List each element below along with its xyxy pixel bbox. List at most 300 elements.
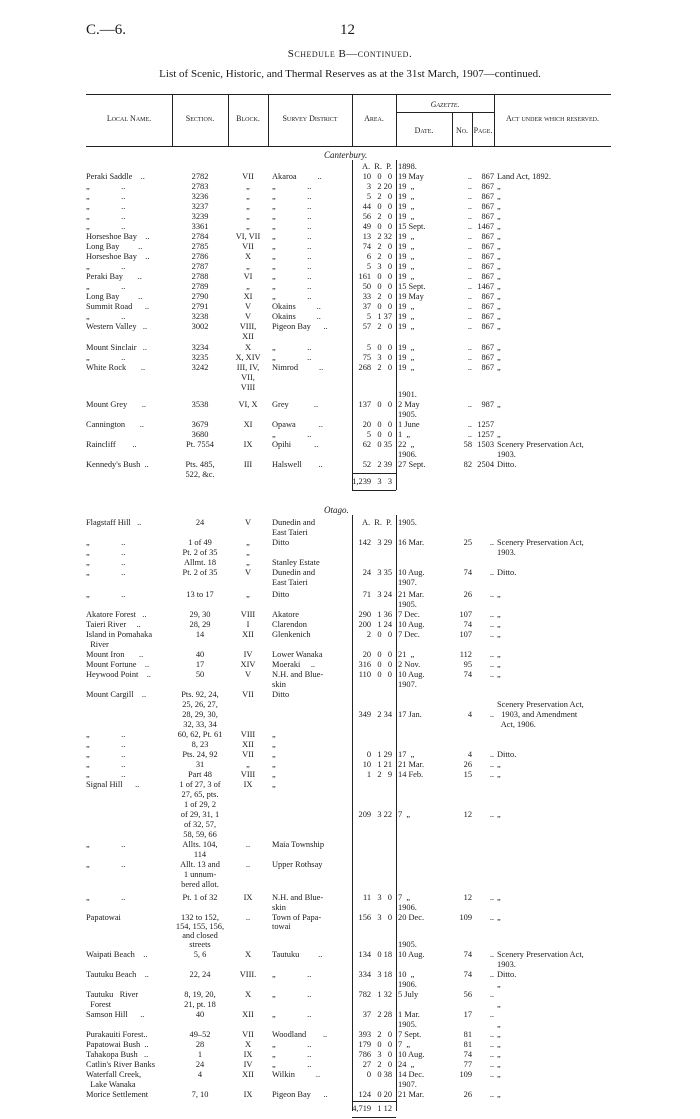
gazette-no-cell: .. bbox=[467, 262, 472, 271]
section-cell: Pt. 2 of 35 bbox=[182, 548, 218, 557]
section-cell: 1 of 29, 2 bbox=[183, 800, 217, 809]
local-name-cell: „ .. bbox=[86, 558, 126, 567]
district-cell: „ bbox=[272, 760, 276, 769]
gazette-date-cell: 1905. bbox=[398, 940, 417, 949]
block-cell: VIII. bbox=[239, 970, 257, 979]
area-cell: 10 1 21 bbox=[362, 760, 392, 769]
local-name-cell: Waterfall Creek, bbox=[86, 1070, 142, 1079]
local-name-cell: Mount Cargill .. bbox=[86, 690, 147, 699]
section-cell: 4 bbox=[197, 1070, 203, 1079]
area-cell: 161 0 0 bbox=[358, 272, 392, 281]
gazette-date-cell: 1906. bbox=[398, 980, 417, 989]
block-cell: X bbox=[244, 343, 252, 352]
gazette-page-cell: .. bbox=[489, 670, 494, 679]
act-cell: „ bbox=[497, 430, 501, 439]
gazette-no-cell: 95 bbox=[463, 660, 472, 669]
section-cell: 27, 65, pts. bbox=[181, 790, 219, 799]
local-name-cell: „ .. bbox=[86, 548, 126, 557]
district-cell: Opawa .. bbox=[272, 420, 323, 429]
gazette-date-cell: 21 Mar. bbox=[398, 760, 425, 769]
gazette-page-cell: .. bbox=[489, 630, 494, 639]
section-cell: 3679 bbox=[191, 420, 209, 429]
local-name-cell: Mount Fortune .. bbox=[86, 660, 150, 669]
act-cell: Land Act, 1892. bbox=[497, 172, 551, 181]
schedule-title: Schedule B—continued. bbox=[287, 48, 413, 60]
section-cell: 2786 bbox=[191, 252, 209, 261]
area-cell: 75 3 0 bbox=[362, 353, 392, 362]
gazette-date-cell: 19 „ bbox=[398, 252, 415, 261]
col-header-block: Block. bbox=[236, 114, 260, 123]
local-name-cell: „ .. bbox=[86, 212, 126, 221]
area-cell: A. R. P. bbox=[361, 162, 392, 171]
section-cell: 2783 bbox=[191, 182, 209, 191]
block-cell: VIII bbox=[240, 770, 256, 779]
section-cell: and closed bbox=[182, 931, 218, 940]
block-cell: IX bbox=[243, 1050, 253, 1059]
section-cell: 3361 bbox=[191, 222, 209, 231]
section-cell: 8, 19, 20, bbox=[184, 990, 216, 999]
district-cell: „ .. bbox=[272, 990, 312, 999]
section-cell: 132 to 152, bbox=[181, 913, 219, 922]
gazette-no-cell: 26 bbox=[463, 590, 472, 599]
local-name-cell: Papatowai Bush .. bbox=[86, 1040, 149, 1049]
gazette-page-cell: 987 bbox=[481, 400, 494, 409]
gazette-no-cell: 12 bbox=[463, 893, 472, 902]
gazette-date-cell: 1907. bbox=[398, 680, 417, 689]
section-cell: Allts. 104, bbox=[182, 840, 218, 849]
area-cell: 0 0 38 bbox=[366, 1070, 392, 1079]
block-cell: „ bbox=[246, 590, 250, 599]
district-cell: „ bbox=[272, 780, 276, 789]
act-cell: 1903. bbox=[497, 548, 516, 557]
section-cell: of 32, 57, bbox=[183, 820, 217, 829]
section-cell: 17 bbox=[195, 660, 205, 669]
gazette-page-cell: 867 bbox=[481, 192, 494, 201]
act-cell: „ bbox=[497, 630, 501, 639]
gazette-date-cell: 10 „ bbox=[398, 970, 415, 979]
local-name-cell: „ .. bbox=[86, 840, 126, 849]
block-cell: VI bbox=[243, 272, 253, 281]
district-cell: „ .. bbox=[272, 212, 312, 221]
district-cell: Halswell .. bbox=[272, 460, 323, 469]
section-cell: 3002 bbox=[191, 322, 209, 331]
section-cell: 40 bbox=[195, 650, 205, 659]
block-cell: XII bbox=[242, 332, 254, 341]
act-cell: „ bbox=[497, 590, 501, 599]
local-name-cell: „ .. bbox=[86, 282, 126, 291]
district-cell: Ditto bbox=[272, 590, 290, 599]
gazette-date-cell: 1905. bbox=[398, 600, 417, 609]
act-cell: „ bbox=[497, 670, 501, 679]
act-cell: Scenery Preservation Act, bbox=[497, 440, 584, 449]
local-name-cell: Long Bay .. bbox=[86, 242, 143, 251]
area-cell: 44 0 0 bbox=[362, 202, 392, 211]
section-cell: bered allot. bbox=[181, 880, 219, 889]
area-cell: 5 3 0 bbox=[366, 262, 392, 271]
area-cell: 5 1 37 bbox=[366, 312, 392, 321]
col-header-page: Page. bbox=[473, 126, 493, 135]
gazette-page-cell: .. bbox=[489, 990, 494, 999]
district-cell: „ .. bbox=[272, 292, 312, 301]
local-name-cell: Peraki Saddle .. bbox=[86, 172, 145, 181]
section-cell: 3235 bbox=[191, 353, 209, 362]
section-cell: 2782 bbox=[191, 172, 209, 181]
district-cell: „ .. bbox=[272, 192, 312, 201]
gazette-date-cell: 21 Mar. bbox=[398, 590, 425, 599]
act-cell: „ bbox=[497, 810, 501, 819]
local-name-cell: „ .. bbox=[86, 222, 126, 231]
section-cell: Pts. 24, 92 bbox=[182, 750, 218, 759]
gazette-no-cell: .. bbox=[467, 222, 472, 231]
section-heading-canterbury: Canterbury. bbox=[324, 150, 368, 160]
district-cell: Upper Rothsay bbox=[272, 860, 323, 869]
section-cell: 3680 bbox=[191, 430, 209, 439]
act-cell: „ bbox=[497, 1030, 501, 1039]
gazette-page-cell: 867 bbox=[481, 302, 494, 311]
gazette-page-cell: 867 bbox=[481, 343, 494, 352]
gazette-date-cell: 1905. bbox=[398, 410, 417, 419]
gazette-page-cell: .. bbox=[489, 913, 494, 922]
block-cell: VI, VII bbox=[235, 232, 261, 241]
gazette-page-cell: .. bbox=[489, 1060, 494, 1069]
section-cell: Allmt. 18 bbox=[183, 558, 217, 567]
gazette-page-cell: .. bbox=[489, 750, 494, 759]
gazette-date-cell: 10 Aug. bbox=[398, 568, 425, 577]
section-cell: 3242 bbox=[191, 363, 209, 372]
district-cell: Akatore bbox=[272, 610, 299, 619]
gazette-no-cell: 12 bbox=[463, 810, 472, 819]
block-cell: IX bbox=[243, 780, 253, 789]
act-cell: „ bbox=[497, 202, 501, 211]
gazette-date-cell: 10 Aug. bbox=[398, 620, 425, 629]
act-cell: „ bbox=[497, 282, 501, 291]
district-cell: „ .. bbox=[272, 430, 312, 439]
gazette-page-cell: 867 bbox=[481, 292, 494, 301]
section-cell: 21, pt. 18 bbox=[184, 1000, 216, 1009]
block-cell: IV bbox=[243, 650, 253, 659]
local-name-cell: Mount Grey .. bbox=[86, 400, 147, 409]
section-cell: 7, 10 bbox=[191, 1090, 209, 1099]
act-cell: „ bbox=[497, 913, 501, 922]
district-cell: Woodland .. bbox=[272, 1030, 328, 1039]
col-header-date: Date. bbox=[414, 126, 434, 135]
block-cell: „ bbox=[246, 558, 250, 567]
act-cell: „ bbox=[497, 242, 501, 251]
area-cell: 5 2 0 bbox=[366, 192, 392, 201]
district-cell: „ .. bbox=[272, 343, 312, 352]
block-cell: V bbox=[244, 568, 252, 577]
area-cell: 110 0 0 bbox=[358, 670, 392, 679]
area-cell: 10 0 0 bbox=[362, 172, 392, 181]
area-cell: 142 3 29 bbox=[358, 538, 392, 547]
act-cell: „ bbox=[497, 262, 501, 271]
gazette-date-cell: 15 Sept. bbox=[398, 282, 426, 291]
gazette-no-cell: 25 bbox=[463, 538, 472, 547]
act-cell: Ditto. bbox=[497, 460, 517, 469]
local-name-cell: Morice Settlement bbox=[86, 1090, 149, 1099]
gazette-date-cell: 2 May bbox=[398, 400, 420, 409]
section-cell: 22, 24 bbox=[189, 970, 211, 979]
area-cell: 56 2 0 bbox=[362, 212, 392, 221]
gazette-date-cell: 27 Sept. bbox=[398, 460, 426, 469]
act-cell: „ bbox=[497, 660, 501, 669]
area-cell: 209 3 22 bbox=[358, 810, 392, 819]
gazette-date-cell: 19 „ bbox=[398, 272, 415, 281]
area-cell: 334 3 18 bbox=[358, 970, 392, 979]
act-cell: „ bbox=[497, 620, 501, 629]
section-cell: 60, 62, Pt. 61 bbox=[177, 730, 223, 739]
local-name-cell: Raincliff .. bbox=[86, 440, 137, 449]
district-cell: Tautuku .. bbox=[272, 950, 323, 959]
gazette-no-cell: .. bbox=[467, 353, 472, 362]
total-rule bbox=[352, 1101, 396, 1102]
act-cell: „ bbox=[497, 1020, 501, 1029]
act-cell: „ bbox=[497, 292, 501, 301]
district-cell: Pigeon Bay .. bbox=[272, 1090, 328, 1099]
col-header-local-name: Local Name. bbox=[106, 114, 152, 123]
act-cell: Act, 1906. bbox=[497, 720, 536, 729]
gazette-date-cell: 1901. bbox=[398, 390, 417, 399]
gazette-page-cell: .. bbox=[489, 950, 494, 959]
gazette-page-cell: .. bbox=[489, 1050, 494, 1059]
page-number: 12 bbox=[340, 22, 355, 38]
local-name-cell: „ .. bbox=[86, 860, 126, 869]
gazette-no-cell: 26 bbox=[463, 760, 472, 769]
district-cell: Dunedin and bbox=[272, 568, 316, 577]
gazette-date-cell: 7 „ bbox=[398, 810, 411, 819]
block-cell: „ bbox=[246, 282, 250, 291]
local-name-cell: Western Valley .. bbox=[86, 322, 148, 331]
gazette-page-cell: 867 bbox=[481, 212, 494, 221]
col-header-district: Survey District bbox=[282, 114, 338, 123]
block-cell: VII bbox=[242, 242, 254, 251]
gazette-page-cell: .. bbox=[489, 810, 494, 819]
gazette-date-cell: 7 Sept. bbox=[398, 1030, 422, 1039]
block-cell: IV bbox=[243, 1060, 253, 1069]
gazette-no-cell: 74 bbox=[463, 1050, 472, 1059]
block-cell: XI bbox=[243, 420, 253, 429]
area-cell: 50 0 0 bbox=[362, 282, 392, 291]
section-cell: 1 bbox=[197, 1050, 203, 1059]
block-cell: VI, X bbox=[238, 400, 258, 409]
gazette-date-cell: 7 „ bbox=[398, 1040, 411, 1049]
act-cell: „ bbox=[497, 343, 501, 352]
block-cell: VII, bbox=[241, 373, 255, 382]
gazette-no-cell: .. bbox=[467, 430, 472, 439]
gazette-page-cell: 867 bbox=[481, 353, 494, 362]
local-name-cell: „ .. bbox=[86, 568, 126, 577]
local-name-cell: „ .. bbox=[86, 730, 126, 739]
gazette-date-cell: 22 „ bbox=[398, 440, 415, 449]
area-cell: 49 0 0 bbox=[362, 222, 392, 231]
section-cell: 3237 bbox=[191, 202, 209, 211]
district-cell: N.H. and Blue- bbox=[272, 893, 324, 902]
gazette-no-cell: 107 bbox=[459, 610, 472, 619]
local-name-cell: Waipati Beach .. bbox=[86, 950, 148, 959]
gazette-date-cell: 19 „ bbox=[398, 353, 415, 362]
gazette-date-cell: 1 „ bbox=[398, 430, 411, 439]
local-name-cell: „ .. bbox=[86, 353, 126, 362]
act-cell: 1903. bbox=[497, 960, 516, 969]
gazette-no-cell: 81 bbox=[463, 1040, 472, 1049]
district-cell: „ bbox=[272, 750, 276, 759]
block-cell: „ bbox=[246, 212, 250, 221]
area-cell: 57 2 0 bbox=[362, 322, 392, 331]
section-cell: 40 bbox=[195, 1010, 205, 1019]
local-name-cell: Samson Hill .. bbox=[86, 1010, 145, 1019]
block-cell: X bbox=[244, 950, 252, 959]
gazette-no-cell: .. bbox=[467, 272, 472, 281]
gazette-date-cell: 16 Mar. bbox=[398, 538, 425, 547]
act-cell: „ bbox=[497, 353, 501, 362]
gazette-date-cell: 1907. bbox=[398, 578, 417, 587]
section-cell: 28, 29, 30, bbox=[182, 710, 218, 719]
gazette-page-cell: 2504 bbox=[477, 460, 494, 469]
area-cell: 6 2 0 bbox=[366, 252, 392, 261]
gazette-page-cell: .. bbox=[489, 970, 494, 979]
gazette-date-cell: 19 „ bbox=[398, 363, 415, 372]
gazette-page-cell: .. bbox=[489, 650, 494, 659]
local-name-cell: Long Bay .. bbox=[86, 292, 143, 301]
district-cell: Moeraki .. bbox=[272, 660, 316, 669]
gazette-date-cell: 7 Dec. bbox=[398, 610, 420, 619]
local-name-cell: Mount Sinclair .. bbox=[86, 343, 147, 352]
local-name-cell: Catlin's River Banks bbox=[86, 1060, 155, 1069]
gazette-page-cell: 867 bbox=[481, 242, 494, 251]
gazette-date-cell: 24 „ bbox=[398, 1060, 415, 1069]
gazette-page-cell: .. bbox=[489, 568, 494, 577]
gazette-date-cell: 14 Feb. bbox=[398, 770, 424, 779]
gazette-date-cell: 19 „ bbox=[398, 262, 415, 271]
section-cell: 13 to 17 bbox=[186, 590, 214, 599]
table-subtitle: List of Scenic, Historic, and Thermal Reserves as at the 31st March, 1907—continued. bbox=[159, 68, 541, 80]
block-cell: XIV bbox=[240, 660, 256, 669]
gazette-page-cell: 867 bbox=[481, 232, 494, 241]
gazette-page-cell: .. bbox=[489, 710, 494, 719]
area-cell: 124 0 20 bbox=[358, 1090, 392, 1099]
gazette-page-cell: .. bbox=[489, 1040, 494, 1049]
district-cell: „ .. bbox=[272, 970, 312, 979]
gazette-no-cell: .. bbox=[467, 212, 472, 221]
block-cell: XII bbox=[242, 740, 254, 749]
act-cell: „ bbox=[497, 363, 501, 372]
act-cell: „ bbox=[497, 1060, 501, 1069]
district-cell: „ .. bbox=[272, 262, 312, 271]
section-cell: 3234 bbox=[191, 343, 209, 352]
section-cell: 1 unnum- bbox=[183, 870, 217, 879]
area-cell: 0 1 29 bbox=[366, 750, 392, 759]
gazette-no-cell: .. bbox=[467, 172, 472, 181]
gazette-no-cell: 74 bbox=[463, 568, 472, 577]
gazette-no-cell: 82 bbox=[463, 460, 472, 469]
gazette-date-cell: 1906. bbox=[398, 903, 417, 912]
gazette-date-cell: 19 „ bbox=[398, 322, 415, 331]
block-cell: V bbox=[244, 670, 252, 679]
gazette-date-cell: 19 „ bbox=[398, 232, 415, 241]
gazette-no-cell: .. bbox=[467, 363, 472, 372]
act-cell: „ bbox=[497, 192, 501, 201]
block-cell: VIII bbox=[240, 610, 256, 619]
gazette-date-cell: 19 May bbox=[398, 292, 424, 301]
area-cell: 290 1 36 bbox=[358, 610, 392, 619]
local-name-cell: Akatore Forest .. bbox=[86, 610, 147, 619]
local-name-cell: „ .. bbox=[86, 262, 126, 271]
section-cell: 3239 bbox=[191, 212, 209, 221]
local-name-cell: Purakauiti Forest.. bbox=[86, 1030, 148, 1039]
area-cell: 62 0 35 bbox=[362, 440, 392, 449]
district-cell: Akaroa .. bbox=[272, 172, 322, 181]
gazette-page-cell: 867 bbox=[481, 172, 494, 181]
district-cell: „ .. bbox=[272, 252, 312, 261]
block-cell: „ bbox=[246, 262, 250, 271]
gazette-page-cell: .. bbox=[489, 1010, 494, 1019]
area-cell: 13 2 32 bbox=[362, 232, 392, 241]
district-cell: Grey .. bbox=[272, 400, 319, 409]
section-cell: 31 bbox=[195, 760, 205, 769]
act-cell: Scenery Preservation Act, bbox=[497, 700, 584, 709]
district-cell: Dunedin and bbox=[272, 518, 316, 527]
local-name-cell: „ .. bbox=[86, 182, 126, 191]
gazette-no-cell: .. bbox=[467, 292, 472, 301]
district-cell: Stanley Estate bbox=[272, 558, 320, 567]
local-name-cell: Cannington .. bbox=[86, 420, 144, 429]
act-cell: „ bbox=[497, 610, 501, 619]
area-cell: 37 2 28 bbox=[362, 1010, 392, 1019]
act-cell: 1903. bbox=[497, 450, 516, 459]
block-cell: „ bbox=[246, 202, 250, 211]
local-name-cell: „ .. bbox=[86, 893, 126, 902]
section-cell: Pts. 485, bbox=[185, 460, 215, 469]
area-cell: 156 3 0 bbox=[358, 913, 392, 922]
block-cell: „ bbox=[246, 192, 250, 201]
local-name-cell: White Rock .. bbox=[86, 363, 146, 372]
section-cell: 24 bbox=[195, 518, 205, 527]
block-cell: „ bbox=[246, 760, 250, 769]
area-cell: 27 2 0 bbox=[362, 1060, 392, 1069]
act-cell: „ bbox=[497, 1050, 501, 1059]
district-cell: „ .. bbox=[272, 182, 312, 191]
act-cell: „ bbox=[497, 232, 501, 241]
district-cell: skin bbox=[272, 903, 286, 912]
gazette-no-cell: 26 bbox=[463, 1090, 472, 1099]
gazette-no-cell: 112 bbox=[459, 650, 472, 659]
area-cell: 179 0 0 bbox=[358, 1040, 392, 1049]
block-cell: .. bbox=[245, 913, 251, 922]
gazette-page-cell: .. bbox=[489, 620, 494, 629]
gazette-date-cell: 19 „ bbox=[398, 302, 415, 311]
block-cell: VII bbox=[242, 172, 254, 181]
area-cell: 71 3 24 bbox=[362, 590, 392, 599]
act-cell: „ bbox=[497, 1040, 501, 1049]
gazette-page-cell: .. bbox=[489, 1030, 494, 1039]
block-cell: XII bbox=[242, 1010, 254, 1019]
local-name-cell: „ .. bbox=[86, 192, 126, 201]
gazette-date-cell: 1906. bbox=[398, 450, 417, 459]
block-cell: V bbox=[244, 518, 252, 527]
section-cell: 28 bbox=[195, 1040, 205, 1049]
section-cell: of 29, 31, 1 bbox=[180, 810, 220, 819]
block-cell: XI bbox=[243, 292, 253, 301]
area-cell: 137 0 0 bbox=[358, 400, 392, 409]
section-cell: Pt. 7554 bbox=[186, 440, 214, 449]
gazette-date-cell: 14 Dec. bbox=[398, 1070, 425, 1079]
local-name-cell: „ .. bbox=[86, 740, 126, 749]
block-cell: X bbox=[244, 1040, 252, 1049]
gazette-no-cell: .. bbox=[467, 252, 472, 261]
gazette-no-cell: 74 bbox=[463, 970, 472, 979]
district-cell: East Taieri bbox=[272, 578, 308, 587]
gazette-date-cell: 1905. bbox=[398, 518, 417, 527]
